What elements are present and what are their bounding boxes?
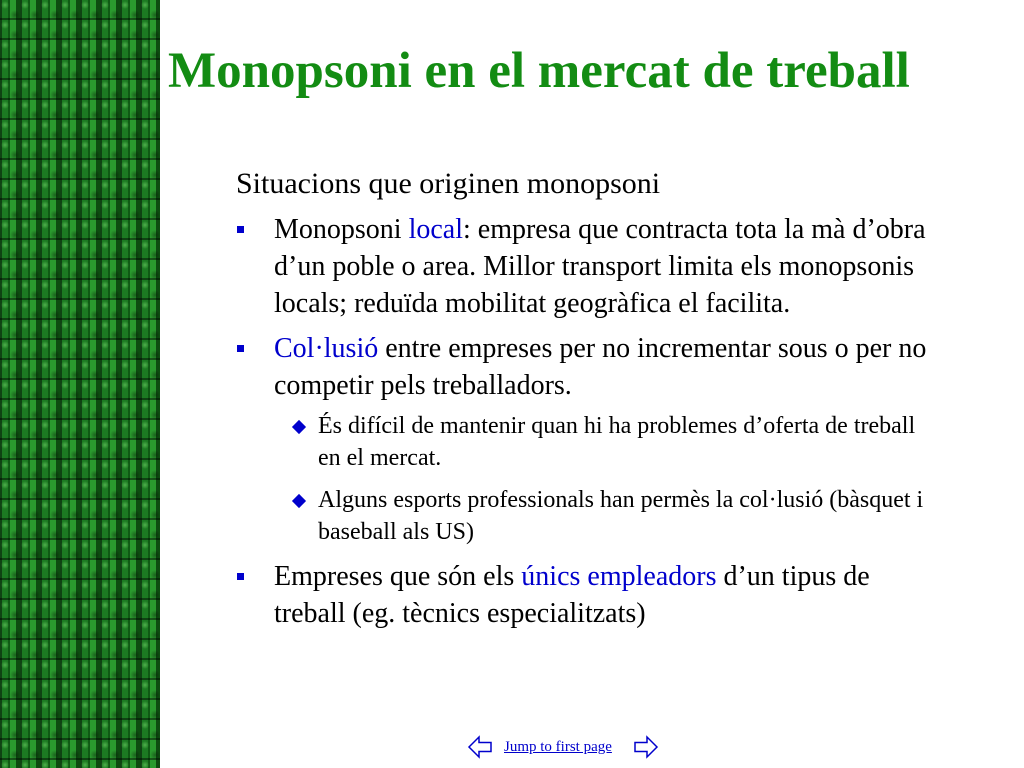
bullet-item bbox=[236, 330, 936, 548]
bullet-list bbox=[236, 211, 936, 632]
slide-title: Monopsoni en el mercat de treball bbox=[168, 43, 910, 99]
jump-to-first-page-link[interactable]: Jump to first page bbox=[504, 738, 612, 755]
bullet-item bbox=[236, 211, 936, 322]
diamond-bullet-icon bbox=[292, 494, 306, 508]
bullet-text: Empreses que són els bbox=[274, 561, 522, 592]
square-bullet-icon bbox=[237, 345, 244, 352]
slide-content bbox=[236, 165, 936, 640]
sub-bullet-item bbox=[274, 484, 936, 548]
square-bullet-icon bbox=[237, 226, 244, 233]
slide-navigation bbox=[466, 733, 660, 761]
bullet-highlight: Col·lusió bbox=[274, 333, 379, 364]
bullet-highlight: únics empleadors bbox=[521, 561, 717, 592]
bullet-item bbox=[236, 558, 936, 632]
diamond-bullet-icon bbox=[292, 420, 306, 434]
square-bullet-icon bbox=[237, 573, 244, 580]
sub-bullet-text: Alguns esports professionals han permès la col·lusió (bàsquet i baseball als US) bbox=[318, 487, 924, 545]
decorative-sidebar bbox=[0, 0, 160, 768]
bullet-highlight: local bbox=[408, 214, 463, 245]
bullet-text: d’un tipus de treball (eg. tècnics especialitzats) bbox=[274, 561, 870, 629]
right-arrow-icon[interactable] bbox=[632, 733, 660, 761]
sub-bullet-text: És difícil de mantenir quan hi ha problemes d’oferta de treball en el mercat. bbox=[318, 413, 916, 471]
bullet-text: Monopsoni bbox=[274, 214, 409, 245]
sub-bullet-list bbox=[274, 410, 936, 548]
left-arrow-icon[interactable] bbox=[466, 733, 494, 761]
slide-subtitle: Situacions que originen monopsoni bbox=[236, 167, 661, 200]
sub-bullet-item bbox=[274, 410, 936, 474]
bullet-text: entre empreses per no incrementar sous o per no competir pels treballadors. bbox=[274, 333, 927, 401]
bullet-text: : empresa que contracta tota la mà d’obra d’un poble o area. Millor transport limita els monopsonis locals; reduïda mobilitat geogràfica el facilita. bbox=[274, 214, 926, 319]
